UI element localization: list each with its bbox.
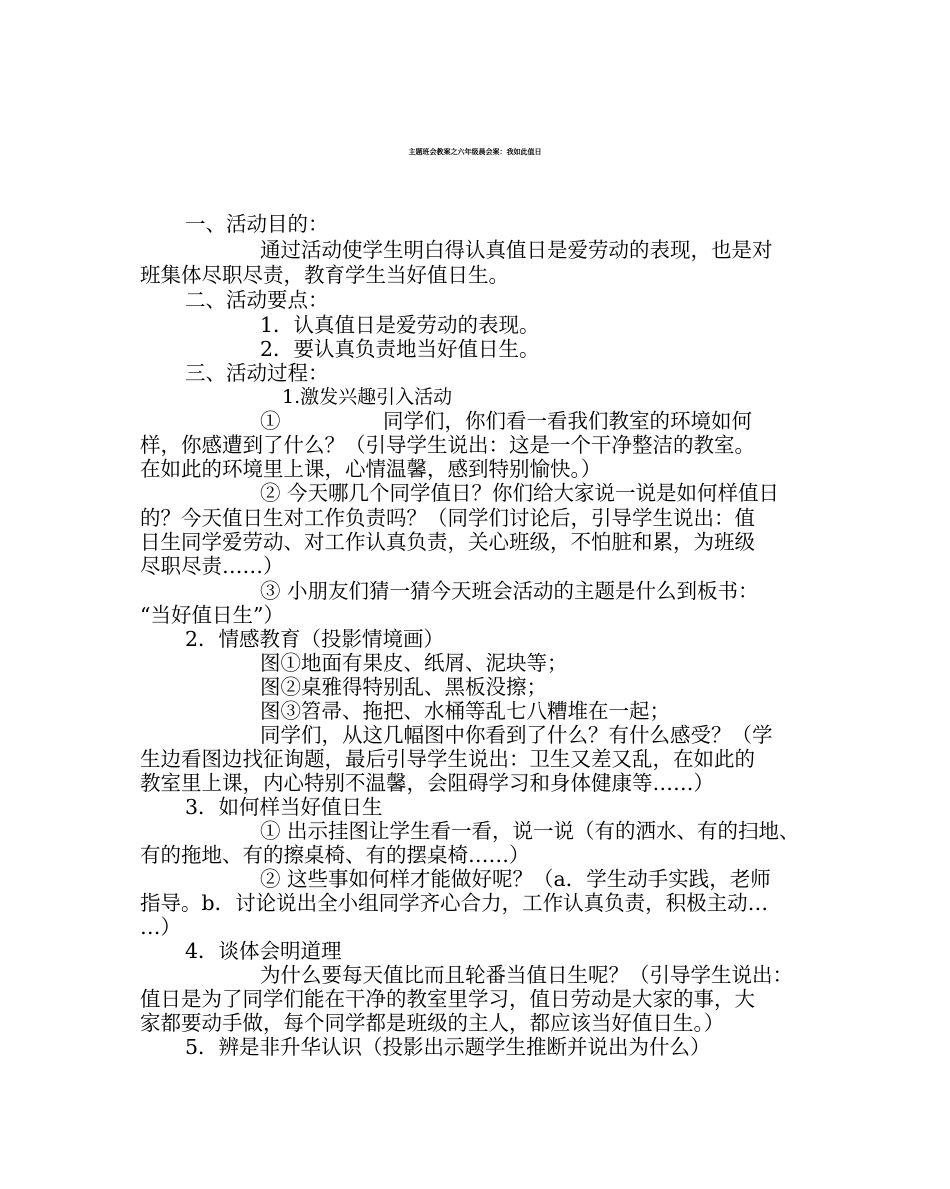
paragraph-line: 通过活动使学生明白得认真值日是爱劳动的表现，也是对	[260, 238, 773, 262]
paragraph-line: …）	[140, 915, 181, 939]
paragraph-line: 指导。b．讨论说出全小组同学齐心合力，工作认真负责，积极主动…	[140, 891, 769, 915]
paragraph-line: 值日是为了同学们能在干净的教室里学习，值日劳动是大家的事，大	[140, 987, 755, 1011]
subsection-heading: 5．辨是非升华认识（投影出示题学生推断并说出为什么）	[185, 1035, 711, 1059]
subsection-heading: 1.激发兴趣引入活动	[282, 386, 453, 408]
paragraph-line: “当好值日生”）	[140, 603, 284, 627]
list-item: 图①地面有果皮、纸屑、泥块等；	[260, 651, 568, 675]
section-heading-points: 二、活动要点：	[185, 288, 329, 312]
subsection-heading: 2．情感教育（投影情境画）	[185, 627, 445, 651]
paragraph-line: 家都要动手做，每个同学都是班级的主人，都应该当好值日生。）	[140, 1011, 725, 1035]
list-item: 2．要认真负责地当好值日生。	[260, 337, 540, 361]
section-heading-process: 三、活动过程：	[185, 361, 329, 385]
paragraph-line: 班集体尽职尽责，教育学生当好值日生。	[140, 263, 509, 287]
subsection-heading: 3．如何样当好值日生	[185, 795, 383, 819]
paragraph-line: 尽职尽责……）	[140, 554, 284, 578]
paragraph-line: ② 今天哪几个同学值日？你们给大家说一说是如何样值日	[260, 481, 780, 505]
paragraph-line: 为什么要每天值比而且轮番当值日生呢？（引导学生说出：	[260, 963, 793, 987]
paragraph-line: 日生同学爱劳动、对工作认真负责，关心班级，不怕脏和累，为班级	[140, 530, 755, 554]
paragraph-line: 生边看图边找征询题，最后引导学生说出：卫生又差又乱，在如此的	[140, 747, 755, 771]
paragraph-line: 在如此的环境里上课，心情温馨，感到特别愉快。）	[140, 457, 602, 481]
paragraph-line: ① 同学们，你们看一看我们教室的环境如何	[260, 409, 752, 433]
paragraph-line: ② 这些事如何样才能做好呢？（a．学生动手实践，老师	[260, 867, 771, 891]
paragraph-line: ① 出示挂图让学生看一看，说一说（有的洒水、有的扫地、	[260, 819, 800, 843]
section-heading-purpose: 一、活动目的：	[185, 212, 329, 236]
list-item: 图③笤帚、拖把、水桶等乱七八糟堆在一起；	[260, 699, 670, 723]
paragraph-line: 教室里上课，内心特别不温馨，会阻碍学习和身体健康等……）	[140, 771, 714, 795]
paragraph-line: ③ 小朋友们猜一猜今天班会活动的主题是什么到板书：	[260, 579, 759, 603]
paragraph-line: 同学们，从这几幅图中你看到了什么？有什么感受？（学	[260, 723, 773, 747]
list-item: 1．认真值日是爱劳动的表现。	[260, 313, 540, 337]
paragraph-line: 的？今天值日生对工作负责吗？（同学们讨论后，引导学生说出：值	[140, 506, 755, 530]
subsection-heading: 4．谈体会明道理	[185, 939, 342, 963]
paragraph-line: 样，你感遭到了什么？（引导学生说出：这是一个干净整洁的教室。	[140, 433, 755, 457]
document-title: 主题班会教案之六年级晨会案：我如此值日	[408, 147, 542, 156]
list-item: 图②桌雅得特别乱、黑板没擦；	[260, 675, 547, 699]
paragraph-line: 有的拖地、有的擦桌椅、有的摆桌椅……）	[140, 843, 530, 867]
